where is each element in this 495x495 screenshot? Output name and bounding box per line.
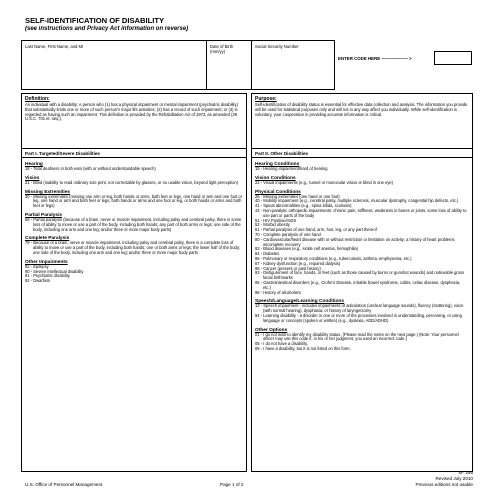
disability-code-item: 05 - I do not have a disability. — [255, 341, 308, 347]
ssn-field[interactable] — [251, 40, 335, 90]
purpose-text: Self-identification of disability status is essential for effective data collection and analysis. The information you provide will be used for statistical purposes only and will not in any way affect you individually. While self-identification is voluntary, your cooperation in providing accurate information is critical. — [255, 102, 468, 117]
part1-heading: Complete Paralysis — [25, 236, 70, 242]
part1-heading: Vision — [25, 175, 40, 181]
disability-code-item: 41 - Spinal abnormalities (e.g., spina bifida, scoliosis) — [255, 203, 352, 209]
definition-box — [21, 93, 247, 149]
disability-code-item: 69 - Partial paralysis (because of a brain, nerve or muscle impairment, including palsy and cerebral palsy, there is some loss of ability to move or use a part of the body, including both hands; any part of both arms or legs; one side of the body, including one arm and one leg; and/or three or more major body parts) — [25, 216, 242, 232]
part2-heading: Hearing Conditions — [255, 162, 300, 167]
disability-code-item: 83 - Blood diseases (e.g., sickle cell anemia, hemophilia) — [255, 246, 359, 252]
footer-page: Page 1 of 2 — [220, 482, 244, 487]
disability-code-item: 06 - I have a disability, but it is not listed on this form. — [255, 345, 351, 351]
disability-code-item: 22 - Visual impairments (e.g., tunnel or monocular vision or blind in one eye) — [255, 179, 394, 185]
disability-code-item: 95 - Gastrointestinal disorders (e.g., Crohn's Disease, irritable bowel syndrome, colitis, celiac disease, dysphexia, etc.) — [255, 279, 461, 290]
footer-revised: Revised July 2010 — [435, 476, 473, 481]
disability-code-item: 86 - Pulmonary or respiratory conditions (e.g., tuberculosis, asthma, emphysema, etc.) — [255, 255, 412, 261]
disability-code-item: 82 - Epilepsy — [25, 263, 49, 269]
disability-code-item: 15 - Hearing impairment/hard of hearing — [255, 166, 328, 171]
definition-title: Definition: — [25, 96, 50, 102]
definition-text: An individual with a disability: A person who (1) has a physical impairment or mental impairment (psychiatric disability) that substantially limits one or more of such person's major life activities; (2) has a record of such impairment; or (3) is regarded as having such an impairment. This definition is provided by the Rehabilitation Act of 1973, as amended (29 U.S.C. 701 et. seq.). — [25, 102, 238, 122]
disability-code-item: 21 - Blind (inability to read ordinary size print, not correctable by glasses, or no usable vision, beyond light perception) — [25, 179, 238, 185]
disability-code-item: 01 - I do not wish to identify my disability status. (Please read the notes on the next page.) (Note: Your personnel officer may use this code if, in his or her judgment, you used an incorrect code.) — [255, 331, 459, 342]
disability-code-item: 13 - Speech impairment - includes impairments of articulation (unclear language sounds), fluency (stuttering), voice (with normal hearing), dysphasia, or history of laryngectomy — [255, 303, 464, 314]
part1-groups — [25, 162, 243, 284]
disability-code-item: 88 - Cancer (present or past history) — [255, 265, 321, 271]
arrow-right-icon: —————— > — [381, 56, 412, 61]
disability-code-item: 52 - Morbid obesity — [255, 222, 290, 228]
part1-heading: Hearing — [25, 162, 43, 167]
disability-code-input[interactable] — [434, 51, 472, 65]
disability-code-item: 51 - HIV Positive/AIDS — [255, 217, 297, 223]
dob-field[interactable] — [206, 40, 252, 90]
footer-agency: U.S. Office of Personnel Management — [25, 482, 103, 487]
disability-code-item: 40 - Mobility impairment (e.g., cerebral palsy, multiple sclerosis, muscular dystrophy, congenital hip defects, etc.) — [255, 198, 459, 204]
footer-previous: Previous editions not usable — [415, 482, 473, 487]
part2-box — [251, 148, 473, 472]
disability-code-item: 90 - Severe intellectual disability — [25, 268, 84, 274]
part1-heading: Missing Extremities — [25, 189, 71, 195]
part2-groups — [255, 162, 469, 352]
purpose-title: Purpose: — [255, 96, 277, 102]
disability-code-item: 44 - Non-paralytic orthopedic impairments: chronic pain, stiffness, weakness in bones or joints, some loss of ability to use part or parts of the body — [255, 207, 467, 218]
part2-heading: Vision Conditions — [255, 175, 296, 181]
disability-code-item: 70 - Complete paralysis of one hand — [255, 231, 321, 237]
disability-code-item: 87 - Kidney dysfunction (e.g., required dialysis) — [255, 260, 341, 266]
part2-heading: Speech/Language/Learning Conditions — [255, 299, 345, 305]
ssn-field-label: Social Security Number — [255, 44, 299, 49]
disability-code-item: 26 - Missing extremities (one hand or one foot) — [255, 193, 340, 199]
disability-code-item: 79 - Because of a brain, nerve or muscle impairment, including palsy and cerebral palsy, there is a complete loss of ability to move or use a part of the body, including both hands; one or both arms or legs; the lower half of the body; one side of the body, including one arm and one leg; and/or three or more major body parts — [25, 240, 241, 255]
form-title: SELF-IDENTIFICATION OF DISABILITY — [25, 16, 165, 25]
disability-code-item: 92 - Dwarfism — [25, 278, 51, 284]
part1-heading: Partial Paralysis — [25, 212, 63, 218]
part2-heading: Physical Conditions — [255, 189, 301, 195]
part2-heading: Other Options — [255, 327, 288, 333]
dob-field-label: Date of Birth (mm/yy) — [210, 44, 234, 54]
name-field-label: Last Name, First Name, and MI — [25, 44, 84, 49]
disability-code-item: 94 - Learning disability - a disorder in one or more of the processes involved in understanding, perceiving, or using language or concepts (spoken or written) (e.g., dyslexia, ADD/ADHD) — [255, 312, 462, 323]
disability-code-item: 84 - Diabetes — [255, 251, 280, 257]
disability-code-item: 18 - Total deafness in both ears (with or without understandable speech) — [25, 166, 156, 171]
disability-code-item: 80 - Cardiovascular/heart disease with or without restriction or limitation on activity; a history of heart problems w/complete recovery — [255, 236, 455, 247]
disability-code-item: 93 - Disfigurement of face, hands, or feet (such as those caused by burns or gunshot wounds) and noticeable gross facial birthmarks — [255, 270, 465, 281]
part1-heading: Other Impairments — [25, 259, 68, 265]
enter-code-label: ENTER CODE HERE —————— > — [338, 56, 412, 61]
form-subtitle: (see instructions and Privacy Act information on reverse) — [25, 26, 189, 32]
part1-title: Part I. Targeted/Severe Disabilities — [25, 151, 100, 156]
disability-code-item: 98 - History of alcoholism — [255, 289, 301, 295]
name-field[interactable] — [21, 40, 207, 90]
disability-code-item: 61 - Partial paralysis of one hand, arm, foot, leg, or any part thereof — [255, 227, 377, 233]
purpose-box — [251, 93, 473, 149]
disability-code-item: 91 - Psychiatric disability — [25, 273, 70, 279]
footer-form: SF 256 — [458, 470, 473, 475]
part1-box — [21, 148, 247, 472]
disability-code-item: 30 - Missing extremities (missing one arm or leg, both hands or arms, both feet or legs, one hand or arm and one foot or leg, one hand or arm and both feet or legs, both hands or arms and one foot or leg, or both hands or arms and both feet or legs) — [25, 193, 243, 209]
part2-title: Part II. Other Disabilities — [255, 151, 309, 156]
